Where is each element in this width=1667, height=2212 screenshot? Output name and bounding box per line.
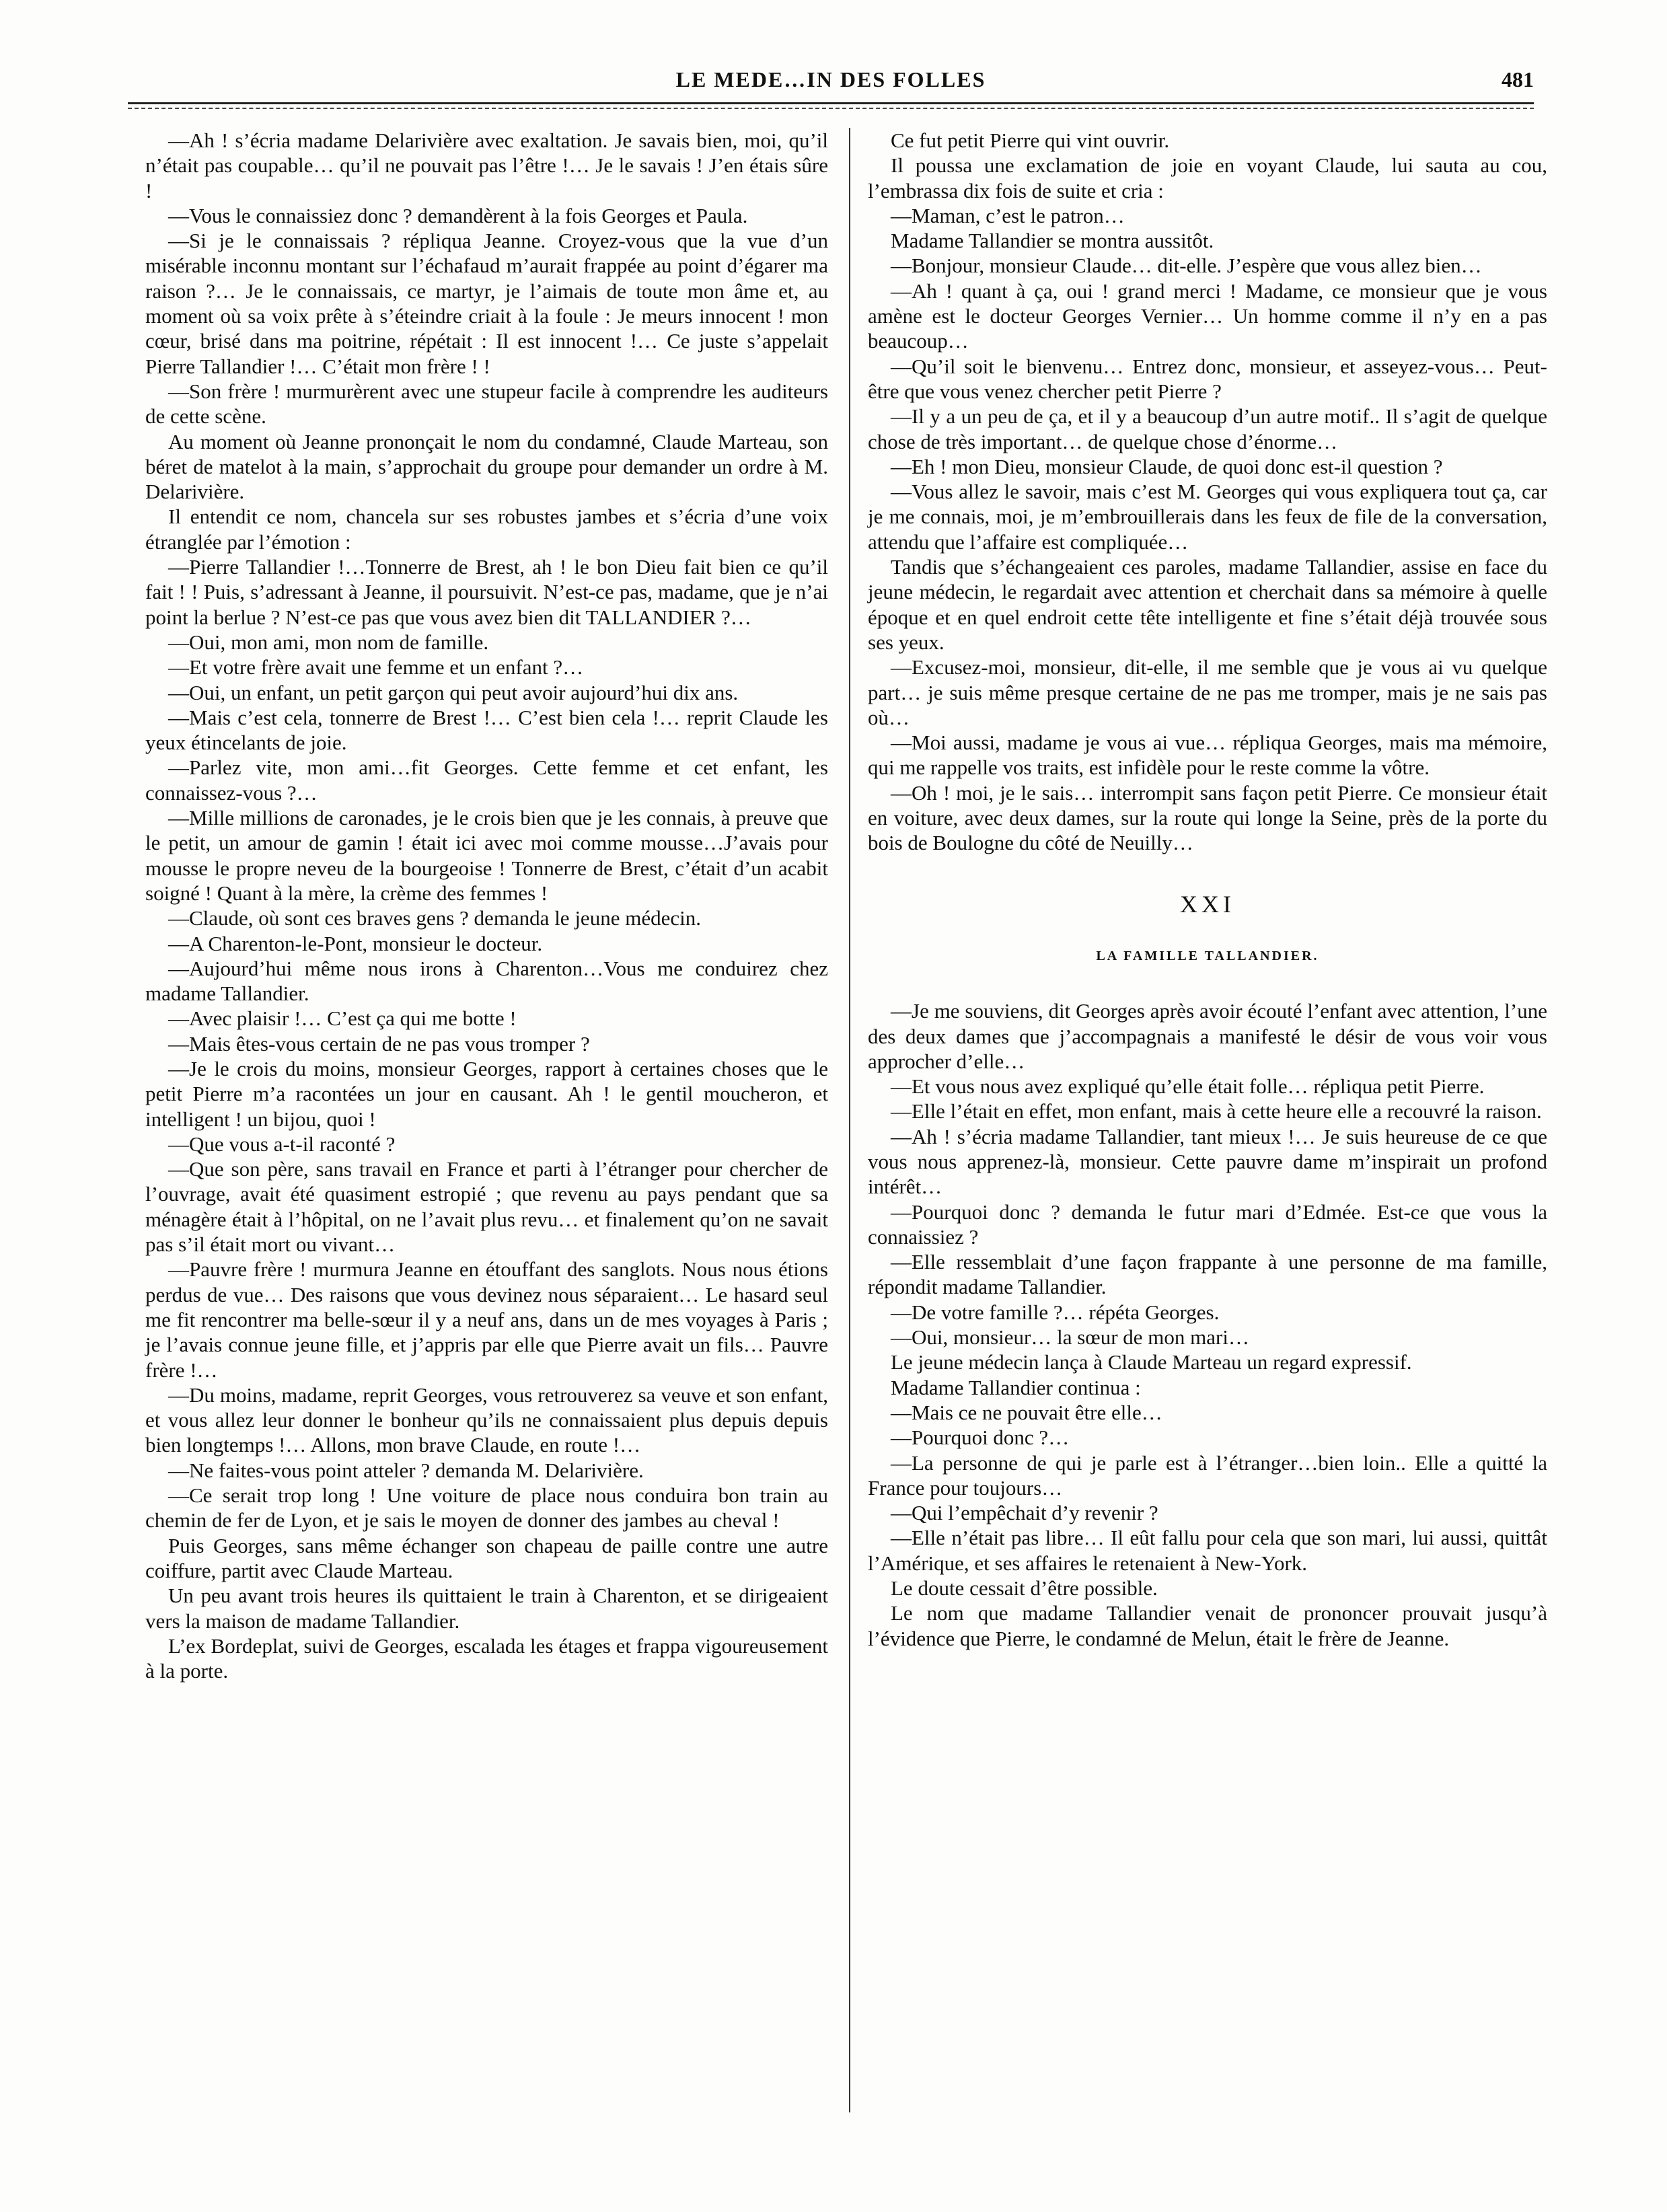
paragraph: L’ex Bordeplat, suivi de Georges, escalada les étages et frappa vigoureusement à la porte. — [145, 1633, 828, 1683]
right-column-top — [868, 128, 1547, 856]
paragraph: —Pierre Tallandier !…Tonnerre de Brest, ah ! le bon Dieu fait bien ce qu’il fait ! ! Puis, s’adressant à Jeanne, il poursuivit. N’est-ce pas, madame, que je n’ai point la berlue ? N’est-ce pas que vous avez bien dit TALLANDIER ?… — [145, 555, 828, 629]
page-header — [128, 67, 1534, 108]
paragraph: —De votre famille ?… répéta Georges. — [891, 1300, 1220, 1324]
paragraph: —Ah ! s’écria madame Tallandier, tant mieux !… Je suis heureuse de ce que vous nous apprenez-là, monsieur. Cette pauvre dame m’inspirait un profond intérêt… — [868, 1124, 1547, 1199]
paragraph: —Oui, mon ami, mon nom de famille. — [168, 630, 489, 654]
chapter-number: XXI — [1180, 890, 1235, 918]
paragraph: Ce fut petit Pierre qui vint ouvrir. — [891, 128, 1170, 152]
paragraph: Puis Georges, sans même échanger son chapeau de paille contre une autre coiffure, partit avec Claude Marteau. — [145, 1533, 828, 1582]
paragraph: Le jeune médecin lança à Claude Marteau un regard expressif. — [891, 1350, 1412, 1374]
paragraph: —Claude, où sont ces braves gens ? demanda le jeune médecin. — [168, 906, 701, 930]
paragraph: —Mais c’est cela, tonnerre de Brest !… C’est bien cela !… reprit Claude les yeux étincelants de joie. — [145, 705, 828, 755]
paragraph: Madame Tallandier continua : — [891, 1375, 1141, 1399]
running-title: LE MEDE…IN DES FOLLES — [675, 67, 986, 91]
paragraph: —Vous allez le savoir, mais c’est M. Georges qui vous expliquera tout ça, car je me connais, moi, je m’embrouillerais dans les feux de file de la conversation, attendu que l’affaire est compliquée… — [868, 480, 1547, 554]
paragraph: —Maman, c’est le patron… — [891, 203, 1125, 227]
paragraph: —Elle l’était en effet, mon enfant, mais à cette heure elle a recouvré la raison. — [891, 1099, 1542, 1123]
paragraph: —Si je le connaissais ? répliqua Jeanne. Croyez-vous que la vue d’un misérable inconnu montant sur l’échafaud m’aurait frappée au point d’égarer ma raison ?… Je le connaissais, ce martyr, je l’aimais de toute mon âme et, au moment où sa voix prête à s’éteindre criait à la foule : Je meurs innocent ! mon cœur, brisé dans ma poitrine, répétait : Il est innocent !… Ce juste s’appelait Pierre Tallandier !… C’était mon frère ! ! — [145, 229, 828, 378]
paragraph: Un peu avant trois heures ils quittaient le train à Charenton, et se dirigeaient vers la maison de madame Tallandier. — [145, 1584, 828, 1633]
paragraph: Madame Tallandier se montra aussitôt. — [891, 229, 1214, 253]
paragraph: Le doute cessait d’être possible. — [891, 1576, 1158, 1600]
header-rule-dashed — [128, 108, 1534, 109]
paragraph: —Avec plaisir !… C’est ça qui me botte ! — [168, 1006, 517, 1031]
paragraph: —Bonjour, monsieur Claude… dit-elle. J’espère que vous allez bien… — [891, 254, 1482, 278]
paragraph: Au moment où Jeanne prononçait le nom du condamné, Claude Marteau, son béret de matelot à la main, s’approchait du groupe pour demander un ordre à M. Delarivière. — [145, 429, 828, 504]
paragraph: Il entendit ce nom, chancela sur ses robustes jambes et s’écria d’une voix étranglée par l’émotion : — [145, 505, 828, 554]
paragraph: —Eh ! mon Dieu, monsieur Claude, de quoi donc est-il question ? — [891, 454, 1443, 478]
paragraph: —Aujourd’hui même nous irons à Charenton…Vous me conduirez chez madame Tallandier. — [145, 956, 828, 1006]
paragraph: —Que son père, sans travail en France et parti à l’étranger pour chercher de l’ouvrage, avait été quasiment estropié ; que revenu au pays pendant que sa ménagère était à l’hôpital, on ne l’avait plus revu… et finalement qu’on ne savait pas s’il était mort ou vivant… — [145, 1157, 828, 1257]
paragraph: —A Charenton-le-Pont, monsieur le docteur. — [168, 931, 543, 955]
paragraph: —Pourquoi donc ?… — [891, 1426, 1070, 1450]
column-divider — [849, 128, 850, 2112]
paragraph: —Vous le connaissiez donc ? demandèrent à la fois Georges et Paula. — [168, 203, 748, 227]
right-column-bottom — [868, 998, 1547, 1651]
paragraph: —Mais ce ne pouvait être elle… — [891, 1400, 1162, 1424]
paragraph: —Et votre frère avait une femme et un enfant ?… — [168, 655, 584, 679]
paragraph: —Je le crois du moins, monsieur Georges, rapport à certaines choses que le petit Pierre m’a racontées un jour en causant. Ah ! le gentil moucheron, et intelligent ! un bijou, quoi ! — [145, 1056, 828, 1131]
paragraph: —Excusez-moi, monsieur, dit-elle, il me semble que je vous ai vu quelque part… je suis même presque certaine de ne pas me tromper, mais je ne sais pas où… — [868, 655, 1547, 729]
paragraph: —Elle n’était pas libre… Il eût fallu pour cela que son mari, lui aussi, quittât l’Amérique, et ses affaires le retenaient à New-York. — [868, 1526, 1547, 1575]
paragraph: —Et vous nous avez expliqué qu’elle était folle… répliqua petit Pierre. — [891, 1074, 1485, 1099]
paragraph: —La personne de qui je parle est à l’étranger…bien loin.. Elle a quitté la France pour toujours… — [868, 1450, 1547, 1500]
paragraph: —Mille millions de caronades, je le crois bien que je les connais, à preuve que le petit, un amour de gamin ! était ici avec moi comme mousse…J’avais pour mousse le propre neveu de la bourgeoise ! Tonnerre de Brest, c’était d’un acabit soigné ! Quant à la mère, la crème des femmes ! — [145, 806, 828, 905]
paragraph: —Ne faites-vous point atteler ? demanda M. Delarivière. — [168, 1458, 644, 1482]
paragraph: —Elle ressemblait d’une façon frappante à une personne de ma famille, répondit madame Tallandier. — [868, 1250, 1547, 1299]
paragraph: —Oui, monsieur… la sœur de mon mari… — [891, 1325, 1249, 1350]
right-column — [868, 128, 1547, 1651]
paragraph: —Ah ! s’écria madame Delarivière avec exaltation. Je savais bien, moi, qu’il n’était pas coupable… qu’il ne pouvait pas l’être !… Je le savais ! J’en étais sûre ! — [145, 128, 828, 202]
paragraph: —Que vous a-t-il raconté ? — [168, 1132, 396, 1156]
header-rule — [128, 102, 1534, 104]
chapter-title: LA FAMILLE TALLANDIER. — [1096, 948, 1319, 963]
paragraph: —Pauvre frère ! murmura Jeanne en étouffant des sanglots. Nous nous étions perdus de vue… Des raisons que vous devinez nous séparaient… Le hasard seul me fit rencontrer ma belle-sœur il y a neuf ans, dans un de mes voyages à Paris ; je l’avais connue jeune fille, et j’appris par elle que Pierre avait un fils… Pauvre frère !… — [145, 1257, 828, 1382]
paragraph: —Oui, un enfant, un petit garçon qui peut avoir aujourd’hui dix ans. — [168, 680, 739, 704]
paragraph: —Pourquoi donc ? demanda le futur mari d’Edmée. Est-ce que vous la connaissiez ? — [868, 1200, 1547, 1249]
left-column — [145, 128, 828, 1683]
paragraph: —Parlez vite, mon ami…fit Georges. Cette femme et cet enfant, les connaissez-vous ?… — [145, 755, 828, 805]
paragraph: —Du moins, madame, reprit Georges, vous retrouverez sa veuve et son enfant, et vous allez leur donner le bonheur qu’ils ne connaissaient plus depuis depuis bien longtemps !… Allons, mon brave Claude, en route !… — [145, 1382, 828, 1457]
paragraph: Tandis que s’échangeaient ces paroles, madame Tallandier, assise en face du jeune médecin, le regardait avec attention et cherchait dans sa mémoire à quelle époque et en quel endroit cette tête intelligente et fine s’était déjà trouvée sous ses yeux. — [868, 555, 1547, 654]
paragraph: —Mais êtes-vous certain de ne pas vous tromper ? — [168, 1031, 590, 1056]
paragraph: —Il y a un peu de ça, et il y a beaucoup d’un autre motif.. Il s’agit de quelque chose de très important… de quelque chose d’énorme… — [868, 404, 1547, 453]
page-number: 481 — [1502, 67, 1534, 91]
paragraph: Le nom que madame Tallandier venait de prononcer prouvait jusqu’à l’évidence que Pierre, le condamné de Melun, était le frère de Jeanne. — [868, 1601, 1547, 1650]
paragraph: Il poussa une exclamation de joie en voyant Claude, lui sauta au cou, l’embrassa dix fois de suite et cria : — [868, 153, 1547, 202]
paragraph: —Je me souviens, dit Georges après avoir écouté l’enfant avec attention, l’une des deux dames que j’accompagnais a manifesté le désir de vous voir vous approcher d’elle… — [868, 999, 1547, 1073]
paragraph: —Moi aussi, madame je vous ai vue… répliqua Georges, mais ma mémoire, qui me rappelle vos traits, est infidèle pour le reste comme la vôtre. — [868, 731, 1547, 780]
paragraph: —Ce serait trop long ! Une voiture de place nous conduira bon train au chemin de fer de Lyon, et je sais le moyen de donner des jambes au cheval ! — [145, 1483, 828, 1533]
paragraph: —Qu’il soit le bienvenu… Entrez donc, monsieur, et asseyez-vous… Peut-être que vous venez chercher petit Pierre ? — [868, 354, 1547, 403]
paragraph: —Oh ! moi, je le sais… interrompit sans façon petit Pierre. Ce monsieur était en voiture, avec deux dames, sur la route qui longe la Seine, près de la porte du bois de Boulogne du côté de Neuilly… — [868, 780, 1547, 855]
paragraph: —Ah ! quant à ça, oui ! grand merci ! Madame, ce monsieur que je vous amène est le docteur Georges Vernier… Un homme comme il n’y en a pas beaucoup… — [868, 279, 1547, 353]
paragraph: —Son frère ! murmurèrent avec une stupeur facile à comprendre les auditeurs de cette scène. — [145, 379, 828, 429]
paragraph: —Qui l’empêchait d’y revenir ? — [891, 1501, 1158, 1525]
